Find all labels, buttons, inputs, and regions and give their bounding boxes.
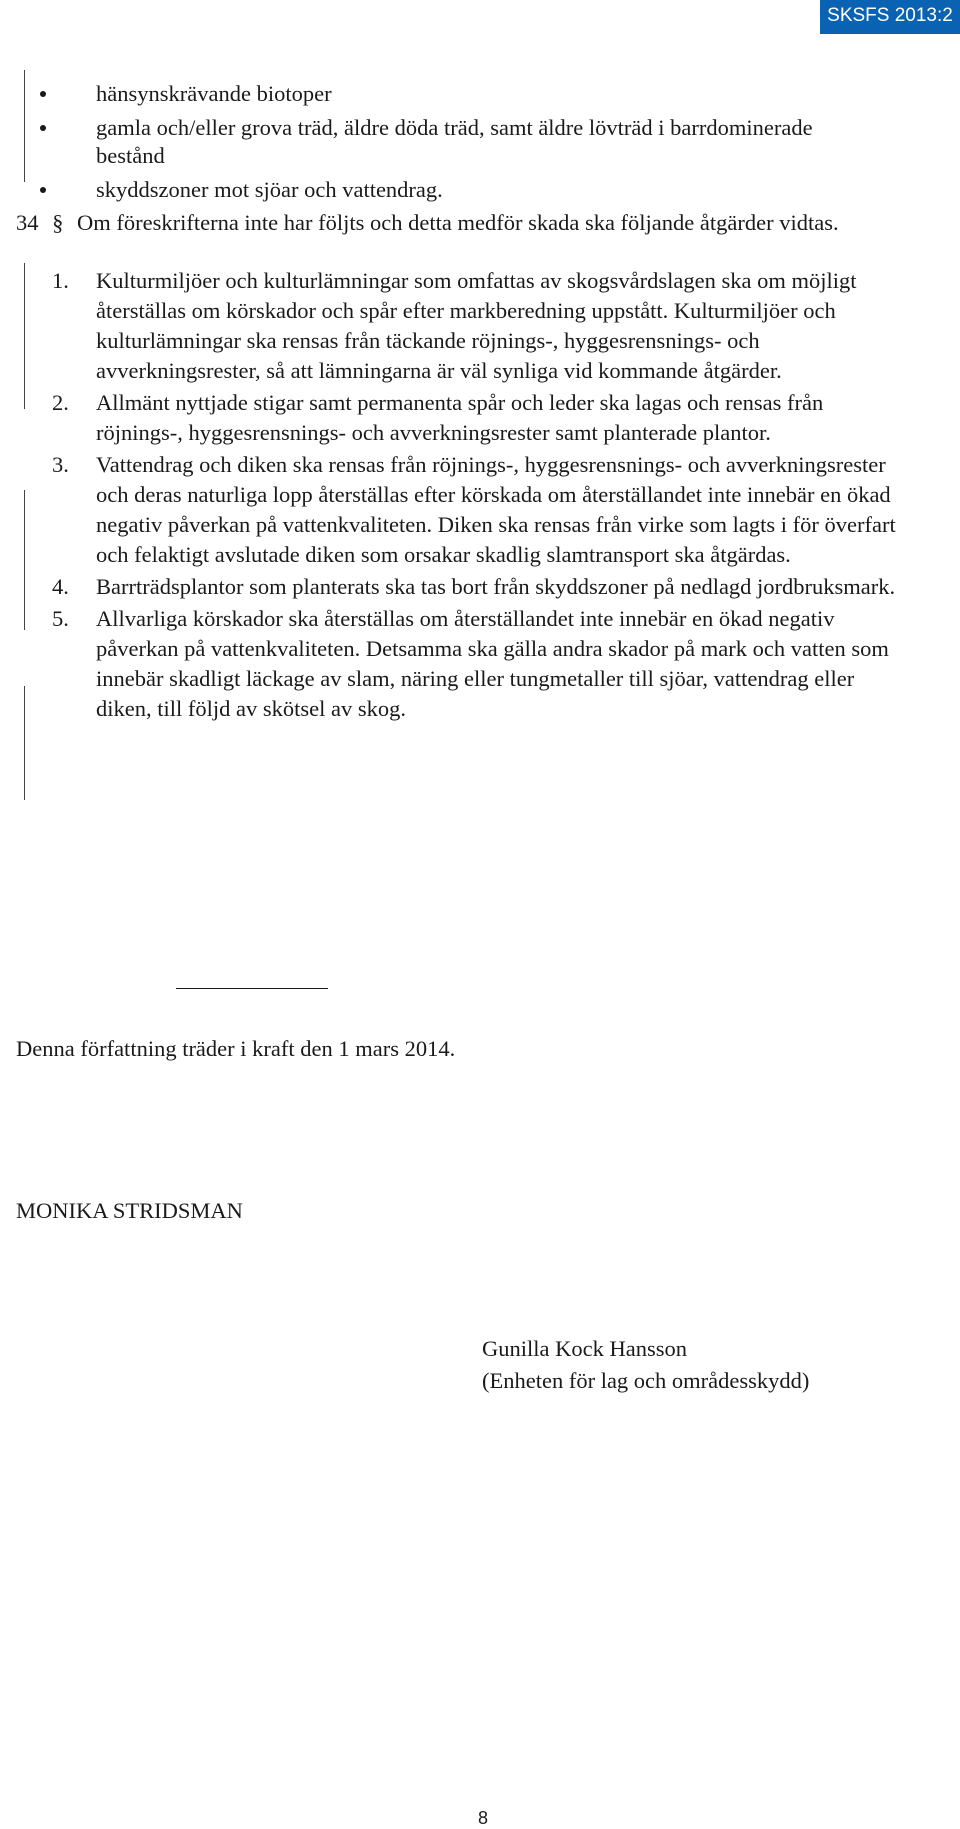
document-id-badge xyxy=(820,0,960,34)
section-number: 34 xyxy=(16,210,39,235)
cosigner-unit: (Enheten för lag och områdesskydd) xyxy=(482,1368,810,1393)
section-paragraph xyxy=(16,208,921,238)
signatory: MONIKA STRIDSMAN xyxy=(16,1198,243,1223)
section-text: Om föreskrifterna inte har följts och detta medför skada ska följande åtgärder vidtas. xyxy=(77,210,839,235)
list-item: 1. Kulturmiljöer och kulturlämningar som omfattas av skogsvårdslagen ska om möjligt återställas om körskador och spår efter markberedning uppstått. Kulturmiljöer och kulturlämningar ska rensas från täckande röjnings-, hyggesrensnings- och avverkningsrester, så att lämningarna är väl synliga vid kommande åtgärder. xyxy=(52,268,857,383)
page-number: 8 xyxy=(478,1808,489,1828)
section-symbol: § xyxy=(52,210,64,235)
change-bar xyxy=(24,490,25,630)
effective-date: Denna författning träder i kraft den 1 mars 2014. xyxy=(16,1036,456,1061)
list-item: 2. Allmänt nyttjade stigar samt permanenta spår och leder ska lagas och rensas från röjnings-, hyggesrensnings- och avverkningsrester samt planterade plantor. xyxy=(52,390,824,445)
change-bar xyxy=(24,263,25,409)
cosigner-name: Gunilla Kock Hansson xyxy=(482,1336,687,1361)
list-item: hänsynskrävande biotoper xyxy=(38,80,826,108)
change-bar xyxy=(24,686,25,800)
list-item: skyddszoner mot sjöar och vattendrag. xyxy=(38,176,826,204)
list-item: 4. Barrträdsplantor som planterats ska tas bort från skyddszoner på nedlagd jordbruksmark. xyxy=(52,574,896,599)
divider xyxy=(176,988,328,989)
measures-list xyxy=(38,266,908,724)
list-item: gamla och/eller grova träd, äldre döda träd, samt äldre lövträd i barrdominerade bestånd xyxy=(38,114,826,170)
list-item: 5. Allvarliga körskador ska återställas om återställandet inte innebär en ökad negativ påverkan på vattenkvaliteten. Detsamma ska gälla andra skador på mark och vatten som innebär skadligt läckage av slam, näring eller tungmetaller till sjöar, vattendrag eller diken, till följd av skötsel av skog. xyxy=(52,606,889,721)
bullet-list xyxy=(38,80,826,210)
list-item: 3. Vattendrag och diken ska rensas från röjnings-, hyggesrensnings- och avverkningsrester och deras naturliga lopp återställas efter körskada om återställandet inte innebär en ökad negativ påverkan på vattenkvaliteten. Diken ska rensas från virke som lagts i för överfart och felaktigt avslutade diken som orsakar skadlig slamtransport ska åtgärdas. xyxy=(52,452,896,567)
document-id: SKSFS 2013:2 xyxy=(827,5,953,26)
change-bar xyxy=(24,70,25,182)
